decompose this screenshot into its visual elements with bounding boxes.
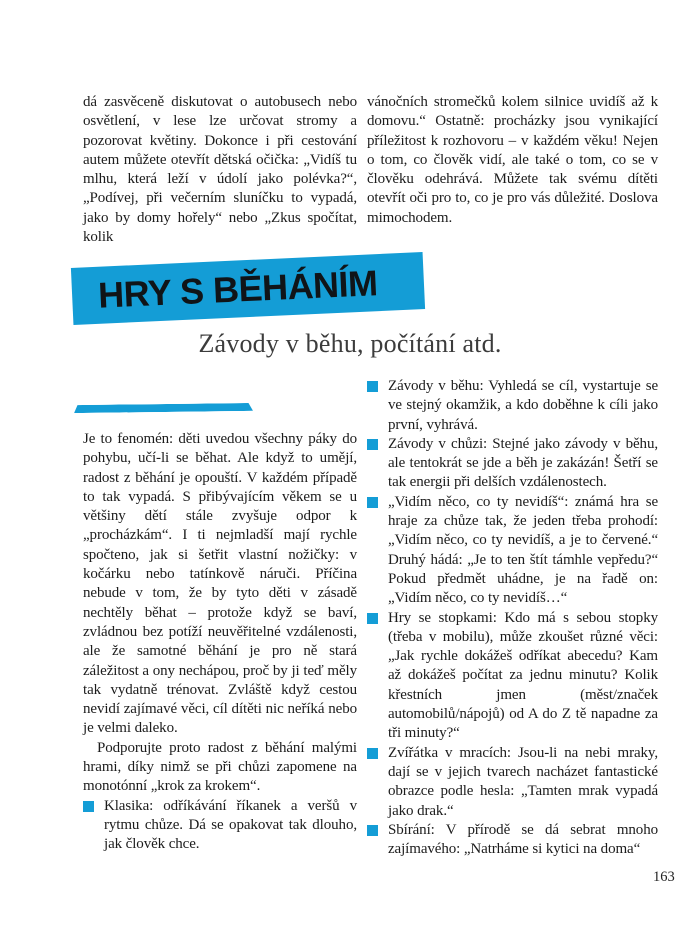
list-item (367, 821, 658, 860)
games-list-left (83, 797, 357, 855)
list-item-text: Závody v běhu: Vyhledá se cíl, vystartuje se ve stejný okamžik, a kdo doběhne k cíli jako první, vyhrává. (388, 378, 658, 433)
chapter-banner (71, 252, 425, 325)
list-item-text: Závody v chůzi: Stejné jako závody v běhu, ale tentokrát se jde a běh je zakázán! Šetří se tak energii při delších vzdálenostech. (388, 435, 658, 491)
list-item-text: Hry se stopkami: Kdo má s sebou stopky (třeba v mobilu), může zkoušet různé věci: „Jak rychle dokážeš odříkat abecedu? Kam až dokážeš počítat za jednu minutu? Kolik křestních jmen (měst/značek automobilů/nápojů) od A do Z tě napadne za tři minuty?“ (388, 609, 658, 742)
list-item (367, 609, 658, 744)
chapter-title: HRY S BĚHÁNÍM (97, 261, 379, 316)
bullet-square-icon (367, 381, 378, 392)
page-number: 163 (653, 869, 675, 885)
accent-strip (74, 403, 253, 413)
list-item-text: Sbírání: V přírodě se dá sebrat mnoho zajímavého: „Natrháme si kytici na doma“ (388, 821, 658, 858)
body-left-column (83, 430, 357, 855)
bullet-square-icon (83, 801, 94, 812)
bullet-square-icon (367, 439, 378, 450)
list-item (367, 377, 658, 435)
bullet-square-icon (367, 825, 378, 836)
body-paragraph: Podporujte proto radost z běhání malými hrami, díky nimž se při chůzi zapomene na monotónní „krok za krokem“. (83, 739, 357, 795)
bullet-square-icon (367, 748, 378, 759)
bullet-square-icon (367, 497, 378, 508)
list-item-text: „Vidím něco, co ty nevidíš“: známá hra se hraje za chůze tak, že jeden třeba prohodí: „Vidím něco, co ty nevidíš, a je to červené.“ Druhý hádá: „Je to ten štít támhle vepředu?“ Pokud předmět uhádne, je na řadě on: „Vidím něco, co ty nevidíš…“ (388, 493, 658, 607)
list-item-text: Zvířátka v mracích: Jsou-li na nebi mraky, dají se v jejich tvarech nacházet fantastické obrazce podle hesla: „Tamten mrak vypadá jako drak.“ (388, 744, 658, 819)
list-item (367, 435, 658, 493)
list-item (367, 493, 658, 609)
intro-right-column: vánočních stromečků kolem silnice uvidíš až k domovu.“ Ostatně: procházky jsou vynikající příležitost k rozhovoru – v každém věku! Nejen o tom, co člověk vidí, ale také o tom, co se v člověku odehrává. Můžete tak svému dítěti otevřít oči pro to, co je pro vás důležité. Doslova mimochodem. (367, 94, 658, 226)
list-item (367, 744, 658, 821)
list-item-text: Klasika: odříkávání říkanek a veršů v rytmu chůze. Dá se opakovat tak dlouho, jak člověk chce. (104, 797, 357, 853)
list-item (83, 797, 357, 855)
body-paragraph: Je to fenomén: děti uvedou všechny páky do pohybu, učí-li se běhat. Ale když to umějí, radost z běhání je opouští. V každém případě to tak vypadá. S přibývajícím věkem se u většiny dětí stále zvyšuje odpor k „procházkám“. I ti nejmladší mají rychle spočteno, jak si šetřit vlastní nožičky: v kočárku nebo tatínkově náruči. Příčina nebude v tom, že by tyto děti v zásadě nechtěly běhat – protože když se baví, zvládnou bez potíží neuvěřitelné vzdálenosti, ale že samotné běhání je pro ně stará záležitost a ony nechápou, proč by ji teď měly tak vydatně trénovat. Zvláště když cestou nevidí zajímavé věci, cíl dítěti nic neříká nebo je velmi daleko. (83, 431, 357, 737)
intro-left-column: dá zasvěceně diskutovat o autobusech nebo osvětlení, v lese lze určovat stromy a pozorovat květiny. Dokonce i při cestování autem můžete otevřít dětská očička: „Vidíš tu mlhu, která leží v údolí jako polévka?“, „Podívej, při večerním sluníčku to vypadá, jako by domy hořely“ nebo „Zkus spočítat, kolik (83, 94, 357, 246)
section-subtitle: Závody v běhu, počítání atd. (198, 329, 502, 358)
bullet-square-icon (367, 613, 378, 624)
body-right-column (367, 377, 658, 859)
games-list-right (367, 377, 658, 859)
